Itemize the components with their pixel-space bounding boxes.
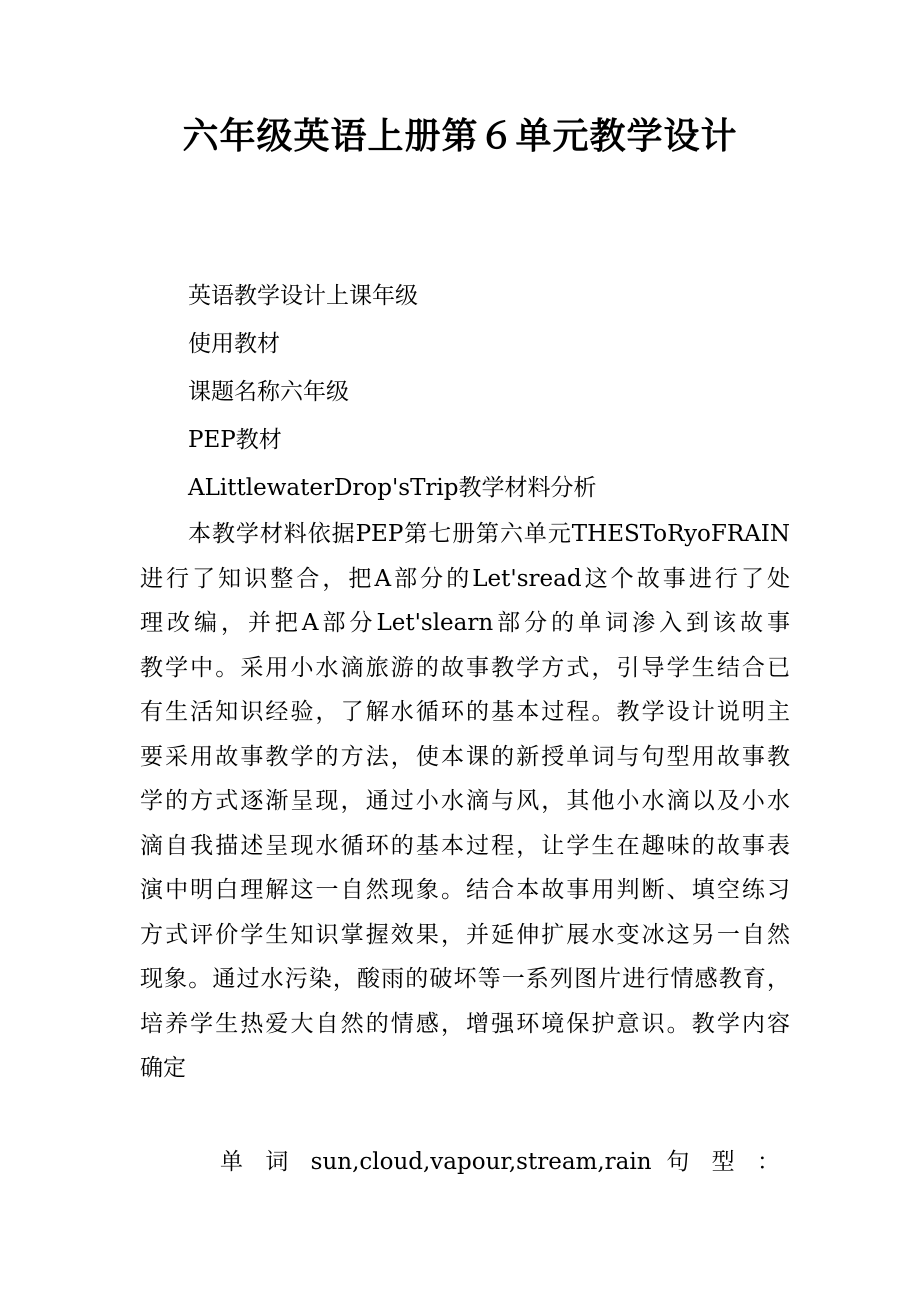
paragraph-line: 培养学生热爱大自然的情感，增强环境保护意识。教学内容 [140, 1010, 790, 1037]
paragraph-line: 进行了知识整合，把A部分的Let'sread这个故事进行了处 [140, 565, 790, 592]
paragraph-line: 学的方式逐渐呈现，通过小水滴与风，其他小水滴以及小水 [140, 788, 790, 814]
paragraph-line: 有生活知识经验，了解水循环的基本过程。教学设计说明主 [140, 699, 790, 725]
paragraph-line: 要采用故事教学的方法，使本课的新授单词与句型用故事教 [140, 743, 790, 770]
paragraph-line: 方式评价学生知识掌握效果，并延伸扩展水变冰这另一自然 [140, 921, 790, 948]
paragraph-line: 确定 [140, 1055, 186, 1081]
vocabulary-line: 单 词 sun,cloud,vapour,stream,rain 句 型 ： [220, 1149, 780, 1175]
meta-line: PEP教材 [188, 427, 282, 453]
meta-line: 英语教学设计上课年级 [188, 283, 418, 309]
meta-line: ALittlewaterDrop'sTrip教学材料分析 [188, 475, 597, 501]
meta-line: 使用教材 [188, 331, 280, 357]
paragraph-line: 滴自我描述呈现水循环的基本过程，让学生在趣味的故事表 [140, 832, 790, 859]
paragraph-line: 理改编，并把A部分Let'slearn部分的单词渗入到该故事 [140, 610, 790, 636]
meta-section [188, 272, 828, 512]
meta-line: 课题名称六年级 [188, 379, 349, 405]
body-paragraph [140, 512, 790, 1091]
paragraph-line: 教学中。采用小水滴旅游的故事教学方式，引导学生结合已 [140, 654, 790, 681]
paragraph-line: 演中明白理解这一自然现象。结合本故事用判断、填空练习 [140, 877, 790, 903]
paragraph-line: 现象。通过水污染，酸雨的破坏等一系列图片进行情感教育， [140, 966, 790, 992]
paragraph-line: 本教学材料依据PEP第七册第六单元THESToRyoFRAIN [188, 521, 790, 547]
document-title: 六年级英语上册第６单元教学设计 [182, 115, 738, 157]
